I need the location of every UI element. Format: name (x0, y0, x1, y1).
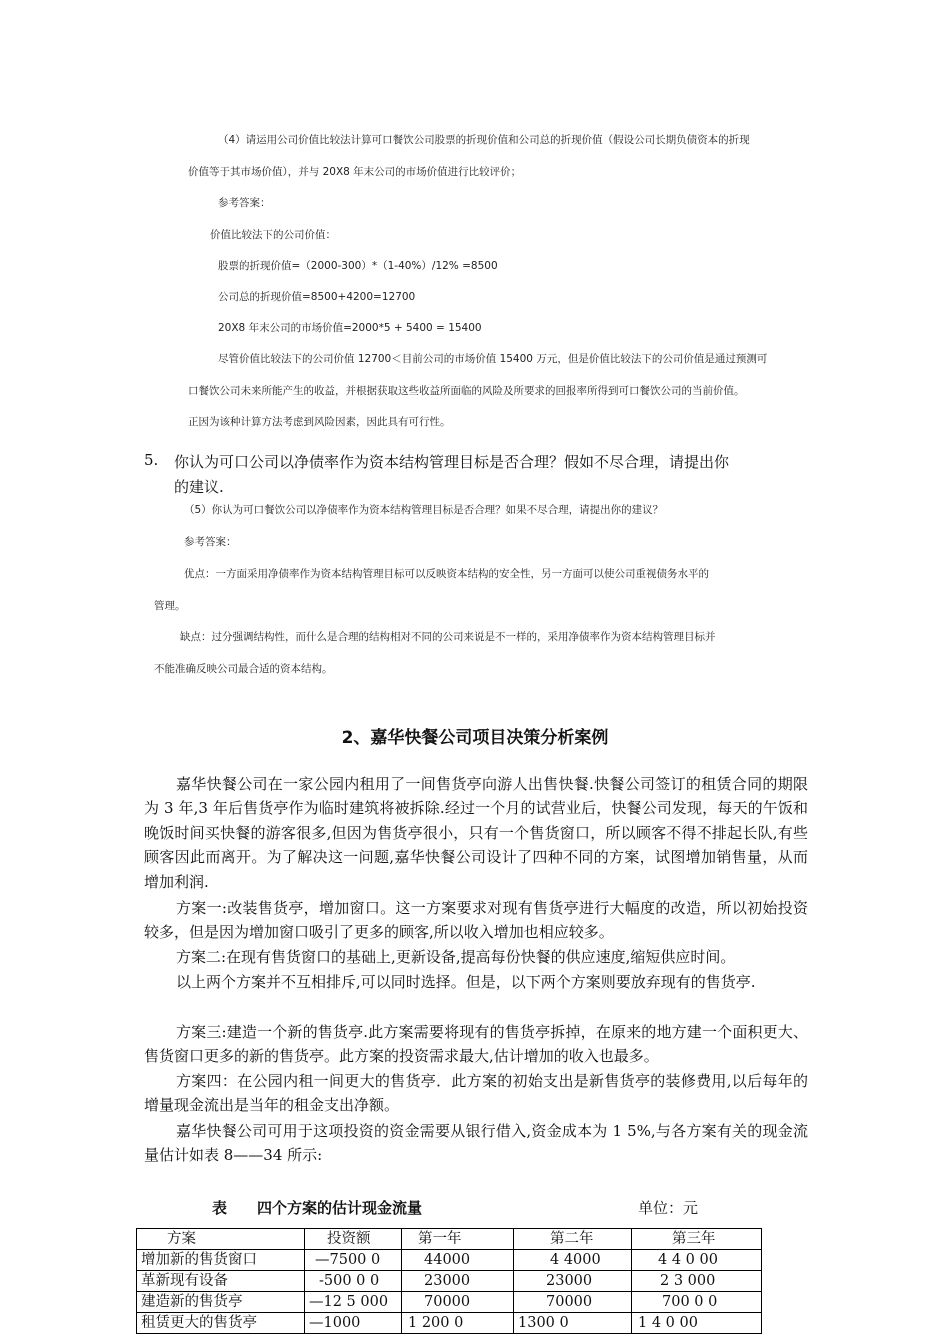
q5-pro-2: 管理。 (154, 600, 186, 612)
row-plan-name: 革新现有设备 (137, 1271, 305, 1292)
row-investment: -500 0 0 (305, 1271, 402, 1292)
table-caption: 表 四个方案的估计现金流量 (212, 1199, 423, 1217)
q4-heading: 价值比较法下的公司价值： (210, 229, 336, 241)
header-year-2: 第二年 (514, 1229, 632, 1250)
row-year-3: 2 3 000 (632, 1271, 762, 1292)
q4-line2: 价值等于其市场价值），并与 20X8 年末公司的市场价值进行比较评价； (188, 166, 522, 178)
q4-ref-answer: 参考答案： (218, 197, 271, 209)
table-row (137, 1271, 762, 1292)
row-year-3: 700 0 0 (632, 1292, 762, 1313)
case-paragraph-plan-3: 方案三:建造一个新的售货亭.此方案需要将现有的售货亭拆掉，在原来的地方建一个面积更大、售货窗口更多的新的售货亭。此方案的投资需求最大,估计增加的收入也最多。 (144, 1023, 808, 1066)
row-plan-name: 租赁更大的售货亭 (137, 1313, 305, 1334)
case-paragraph-plan-2: 方案二:在现有售货窗口的基础上,更新设备,提高每份快餐的供应速度,缩短供应时间。 (176, 948, 736, 966)
table-row (137, 1292, 762, 1313)
header-investment: 投资额 (305, 1229, 402, 1250)
row-year-1: 23000 (402, 1271, 514, 1292)
header-year-1: 第一年 (402, 1229, 514, 1250)
q4-line1: （4）请运用公司价值比较法计算可口餐饮公司股票的折现价值和公司总的折现价值（假设公司长期负债资本的折现 (218, 134, 750, 146)
row-investment: —7500 0 (305, 1250, 402, 1271)
q5-pro-1: 优点：一方面采用净债率作为资本结构管理目标可以反映资本结构的安全性，另一方面可以使公司重视债务水平的 (184, 568, 709, 580)
table-row (137, 1313, 762, 1334)
table-row (137, 1250, 762, 1271)
row-plan-name: 建造新的售货亭 (137, 1292, 305, 1313)
row-year-2: 70000 (514, 1292, 632, 1313)
q5-number: 5. (144, 451, 159, 469)
table-header-row (137, 1229, 762, 1250)
row-year-1: 44000 (402, 1250, 514, 1271)
q5-con-2: 不能准确反映公司最合适的资本结构。 (154, 663, 333, 675)
row-year-3: 1 4 0 00 (632, 1313, 762, 1334)
row-year-3: 4 4 0 00 (632, 1250, 762, 1271)
row-year-2: 1300 0 (514, 1313, 632, 1334)
q4-conclusion-3: 正因为该种计算方法考虑到风险因素，因此具有可行性。 (188, 416, 451, 428)
case-paragraph-plan-4: 方案四：在公园内租一间更大的售货亭．此方案的初始支出是新售货亭的装修费用,以后每年的增量现金流出是当年的租金支出净额。 (144, 1072, 808, 1115)
table-unit: 单位：元 (638, 1199, 699, 1217)
q5-con-1: 缺点：过分强调结构性，而什么是合理的结构相对不同的公司来说是不一样的，采用净债率作为资本结构管理目标并 (180, 631, 716, 643)
q5-line2: 的建议. (174, 478, 224, 496)
header-plan: 方案 (137, 1229, 305, 1250)
row-investment: —1000 (305, 1313, 402, 1334)
row-year-2: 23000 (514, 1271, 632, 1292)
case-paragraph-cost: 嘉华快餐公司可用于这项投资的资金需要从银行借入,资金成本为 1 5%,与各方案有关的现金流量估计如表 8——34 所示: (144, 1122, 808, 1165)
q5-sub-question: （5）你认为可口餐饮公司以净债率作为资本结构管理目标是否合理？如果不尽合理，请提出你的建议？ (184, 504, 664, 516)
row-investment: —12 5 000 (305, 1292, 402, 1313)
row-year-2: 4 4000 (514, 1250, 632, 1271)
case-paragraph-note: 以上两个方案并不互相排斥,可以同时选择。但是，以下两个方案则要放弃现有的售货亭. (176, 973, 756, 991)
row-year-1: 70000 (402, 1292, 514, 1313)
q4-conclusion-2: 口餐饮公司未来所能产生的收益，并根据获取这些收益所面临的风险及所要求的回报率所得到可口餐饮公司的当前价值。 (188, 385, 745, 397)
q5-ref-answer: 参考答案： (184, 536, 237, 548)
row-year-1: 1 200 0 (402, 1313, 514, 1334)
q4-conclusion-1: 尽管价值比较法下的公司价值 12700＜目前公司的市场价值 15400 万元，但是价值比较法下的公司价值是通过预测可 (218, 353, 768, 365)
case-title: 2、嘉华快餐公司项目决策分析案例 (341, 728, 609, 748)
case-paragraph-intro: 嘉华快餐公司在一家公园内租用了一间售货亭向游人出售快餐.快餐公司签订的租赁合同的期限为 3 年,3 年后售货亭作为临时建筑将被拆除.经过一个月的试营业后，快餐公司发现，每天的午饭和晚饭时间买快餐的游客很多,但因为售货亭很小，只有一个售货窗口，所以顾客不得不排起长队,有些顾客因此而离开。为了解决这一问题,嘉华快餐公司设计了四种不同的方案，试图增加销售量，从而增加利润. (144, 775, 808, 891)
header-year-3: 第三年 (632, 1229, 762, 1250)
q4-calc-stock: 股票的折现价值=（2000-300）*（1-40%）/12% =8500 (218, 260, 498, 272)
cash-flow-table (136, 1228, 762, 1334)
q4-calc-market: 20X8 年末公司的市场价值=2000*5 + 5400 = 15400 (218, 322, 482, 334)
row-plan-name: 增加新的售货窗口 (137, 1250, 305, 1271)
case-paragraph-plan-1: 方案一:改装售货亭，增加窗口。这一方案要求对现有售货亭进行大幅度的改造，所以初始投资较多，但是因为增加窗口吸引了更多的顾客,所以收入增加也相应较多。 (144, 899, 808, 942)
q4-calc-total: 公司总的折现价值=8500+4200=12700 (218, 291, 416, 303)
q5-line1: 你认为可口公司以净债率作为资本结构管理目标是否合理？假如不尽合理，请提出你 (174, 453, 730, 471)
